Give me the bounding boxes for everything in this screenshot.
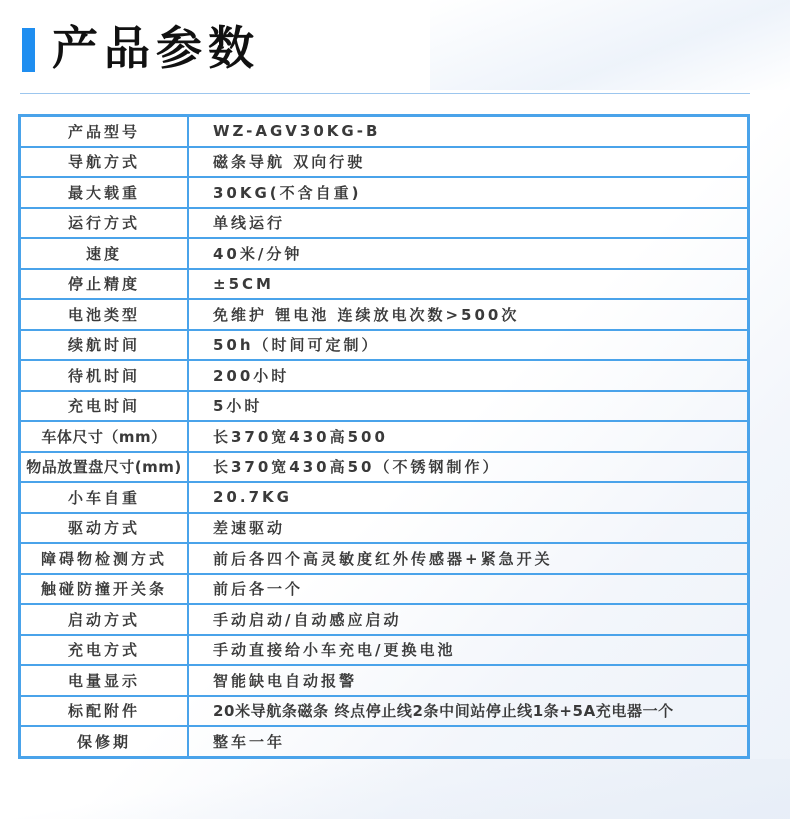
spec-value: 20.7KG <box>188 482 749 513</box>
background-decoration <box>430 0 790 90</box>
spec-label: 物品放置盘尺寸(mm) <box>20 452 189 483</box>
spec-label: 驱动方式 <box>20 513 189 544</box>
spec-value: 差速驱动 <box>188 513 749 544</box>
spec-label: 充电时间 <box>20 391 189 422</box>
table-row <box>20 208 749 239</box>
table-row <box>20 177 749 208</box>
table-row <box>20 452 749 483</box>
spec-label: 触碰防撞开关条 <box>20 574 189 605</box>
table-row <box>20 665 749 696</box>
spec-value: 前后各四个高灵敏度红外传感器+紧急开关 <box>188 543 749 574</box>
spec-value: 5小时 <box>188 391 749 422</box>
table-row <box>20 482 749 513</box>
spec-value: 40米/分钟 <box>188 238 749 269</box>
spec-label: 充电方式 <box>20 635 189 666</box>
spec-label: 电量显示 <box>20 665 189 696</box>
spec-label: 导航方式 <box>20 147 189 178</box>
spec-label: 停止精度 <box>20 269 189 300</box>
spec-value: 磁条导航 双向行驶 <box>188 147 749 178</box>
spec-value: 免维护 锂电池 连续放电次数>500次 <box>188 299 749 330</box>
table-row <box>20 543 749 574</box>
table-row <box>20 238 749 269</box>
page-title: 产品参数 <box>52 21 260 75</box>
spec-value: 手动直接给小车充电/更换电池 <box>188 635 749 666</box>
spec-value: WZ-AGV30KG-B <box>188 116 749 147</box>
background-decoration-bottom <box>0 759 790 819</box>
table-row <box>20 299 749 330</box>
table-row <box>20 726 749 757</box>
spec-value: 200小时 <box>188 360 749 391</box>
table-row <box>20 513 749 544</box>
spec-label: 小车自重 <box>20 482 189 513</box>
table-row <box>20 116 749 147</box>
spec-table-body <box>20 116 749 758</box>
table-row <box>20 391 749 422</box>
table-row <box>20 574 749 605</box>
spec-label: 运行方式 <box>20 208 189 239</box>
spec-label: 障碍物检测方式 <box>20 543 189 574</box>
table-row <box>20 147 749 178</box>
title-accent-bar <box>22 28 35 72</box>
table-row <box>20 635 749 666</box>
spec-table <box>18 114 750 759</box>
spec-label: 产品型号 <box>20 116 189 147</box>
table-row <box>20 604 749 635</box>
spec-label: 标配附件 <box>20 696 189 727</box>
spec-value: 20米导航条磁条 终点停止线2条中间站停止线1条+5A充电器一个 <box>188 696 749 727</box>
title-divider <box>20 93 750 94</box>
spec-label: 最大载重 <box>20 177 189 208</box>
table-row <box>20 269 749 300</box>
spec-value: 长370宽430高500 <box>188 421 749 452</box>
spec-label: 电池类型 <box>20 299 189 330</box>
spec-label: 启动方式 <box>20 604 189 635</box>
table-row <box>20 696 749 727</box>
spec-value: 前后各一个 <box>188 574 749 605</box>
spec-value: 智能缺电自动报警 <box>188 665 749 696</box>
table-row <box>20 360 749 391</box>
spec-value: 50h（时间可定制） <box>188 330 749 361</box>
table-row <box>20 330 749 361</box>
spec-label: 速度 <box>20 238 189 269</box>
spec-label: 续航时间 <box>20 330 189 361</box>
spec-label: 车体尺寸（mm） <box>20 421 189 452</box>
spec-value: 手动启动/自动感应启动 <box>188 604 749 635</box>
spec-value: 整车一年 <box>188 726 749 757</box>
spec-value: ±5CM <box>188 269 749 300</box>
table-row <box>20 421 749 452</box>
spec-label: 待机时间 <box>20 360 189 391</box>
spec-value: 30KG(不含自重) <box>188 177 749 208</box>
spec-value: 长370宽430高50（不锈钢制作） <box>188 452 749 483</box>
spec-label: 保修期 <box>20 726 189 757</box>
spec-value: 单线运行 <box>188 208 749 239</box>
